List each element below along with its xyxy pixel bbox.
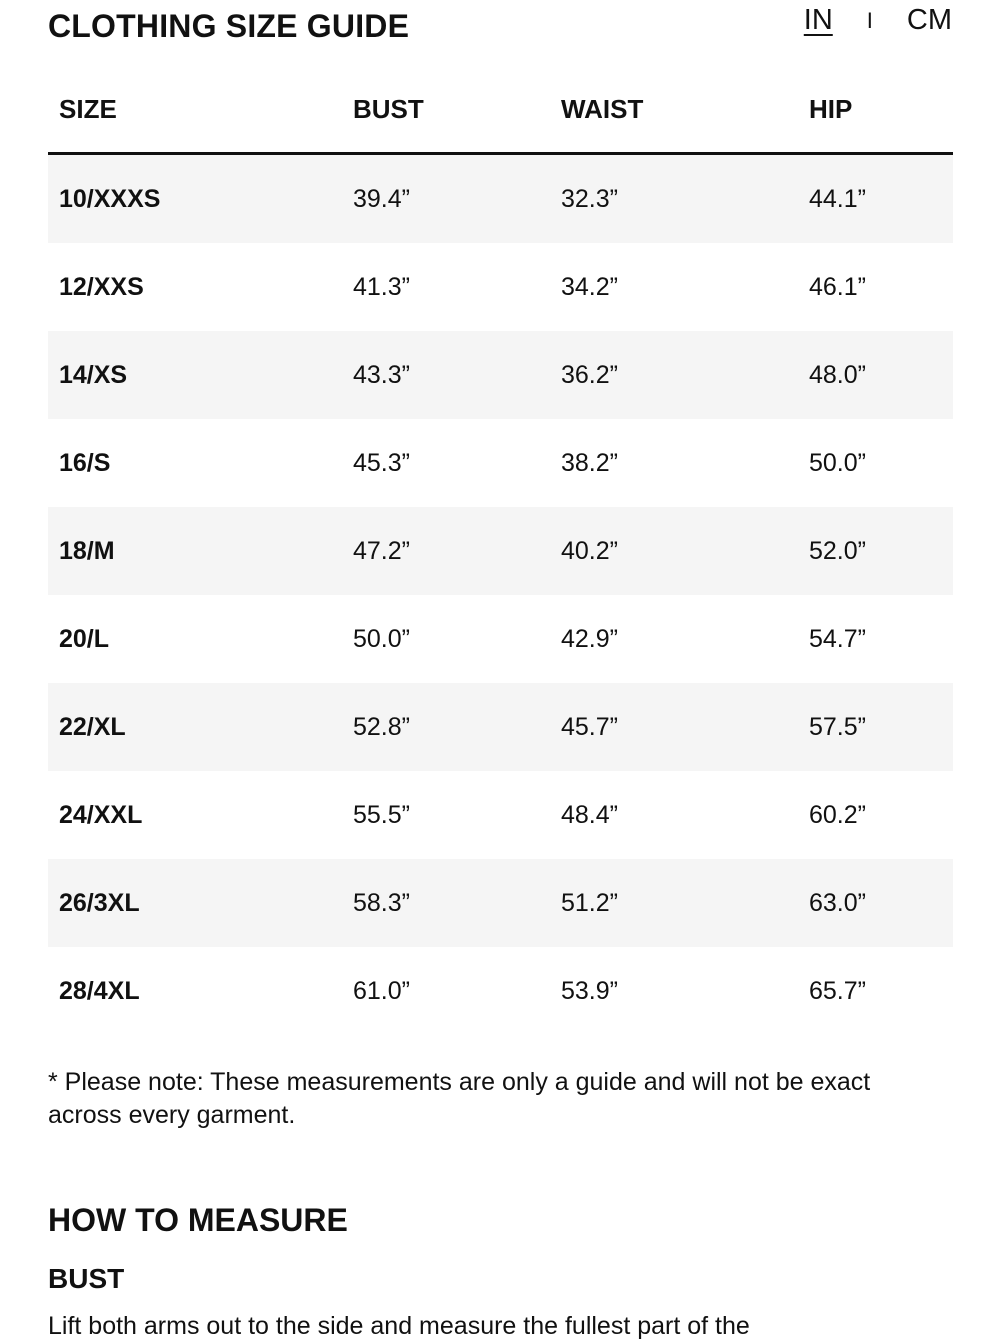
table-row [48,947,953,1035]
table-row [48,243,953,331]
table-row [48,507,953,595]
unit-cm-link[interactable]: CM [906,4,952,36]
table-row [48,154,953,244]
size-cell: 18/M [48,507,342,595]
bust-cell: 58.3” [342,859,550,947]
hip-cell: 60.2” [809,800,866,829]
hip-cell: 48.0” [798,331,953,419]
waist-cell: 32.3” [550,154,798,244]
bust-instructions: Lift both arms out to the side and measure the fullest part of the [48,1312,750,1340]
header-bust: BUST [342,66,550,154]
bust-cell: 61.0” [353,976,410,1005]
hip-cell: 65.7” [809,976,866,1005]
unit-separator: I [866,7,873,33]
size-cell: 28/4XL [59,976,140,1005]
header-waist: WAIST [550,66,798,154]
header-size: SIZE [48,66,342,154]
size-cell: 12/XXS [59,272,144,301]
hip-cell: 57.5” [798,683,953,771]
size-cell: 26/3XL [48,859,342,947]
hip-cell: 52.0” [798,507,953,595]
bust-cell: 55.5” [353,800,410,829]
waist-cell: 45.7” [550,683,798,771]
measurement-note: * Please note: These measurements are only a guide and will not be exact across every garment. [48,1068,871,1129]
table-row [48,771,953,859]
size-cell: 22/XL [48,683,342,771]
page-title: CLOTHING SIZE GUIDE [48,8,410,44]
hip-cell: 54.7” [809,624,866,653]
bust-cell: 47.2” [342,507,550,595]
bust-cell: 50.0” [353,624,410,653]
unit-toggle [804,4,952,37]
table-row [48,683,953,771]
bust-cell: 41.3” [353,272,410,301]
waist-cell: 48.4” [561,800,618,829]
table-row [48,331,953,419]
size-cell: 10/XXXS [48,154,342,244]
waist-cell: 42.9” [561,624,618,653]
size-cell: 14/XS [48,331,342,419]
table-header-row [48,66,953,154]
size-cell: 20/L [59,624,110,653]
table-row [48,419,953,507]
waist-cell: 38.2” [561,448,618,477]
waist-cell: 53.9” [561,976,618,1005]
hip-cell: 44.1” [798,154,953,244]
hip-cell: 50.0” [809,448,866,477]
bust-cell: 52.8” [342,683,550,771]
hip-cell: 46.1” [809,272,866,301]
unit-in-link[interactable]: IN [803,4,833,36]
waist-cell: 40.2” [550,507,798,595]
bust-heading: BUST [48,1263,125,1294]
bust-cell: 39.4” [342,154,550,244]
bust-cell: 43.3” [342,331,550,419]
waist-cell: 36.2” [550,331,798,419]
table-row [48,595,953,683]
size-cell: 24/XXL [59,800,143,829]
size-cell: 16/S [59,448,111,477]
header-hip: HIP [798,66,953,154]
waist-cell: 51.2” [550,859,798,947]
waist-cell: 34.2” [561,272,618,301]
table-row [48,859,953,947]
bust-cell: 45.3” [353,448,410,477]
how-to-measure-heading: HOW TO MEASURE [48,1202,348,1238]
size-table [48,66,953,1035]
hip-cell: 63.0” [798,859,953,947]
